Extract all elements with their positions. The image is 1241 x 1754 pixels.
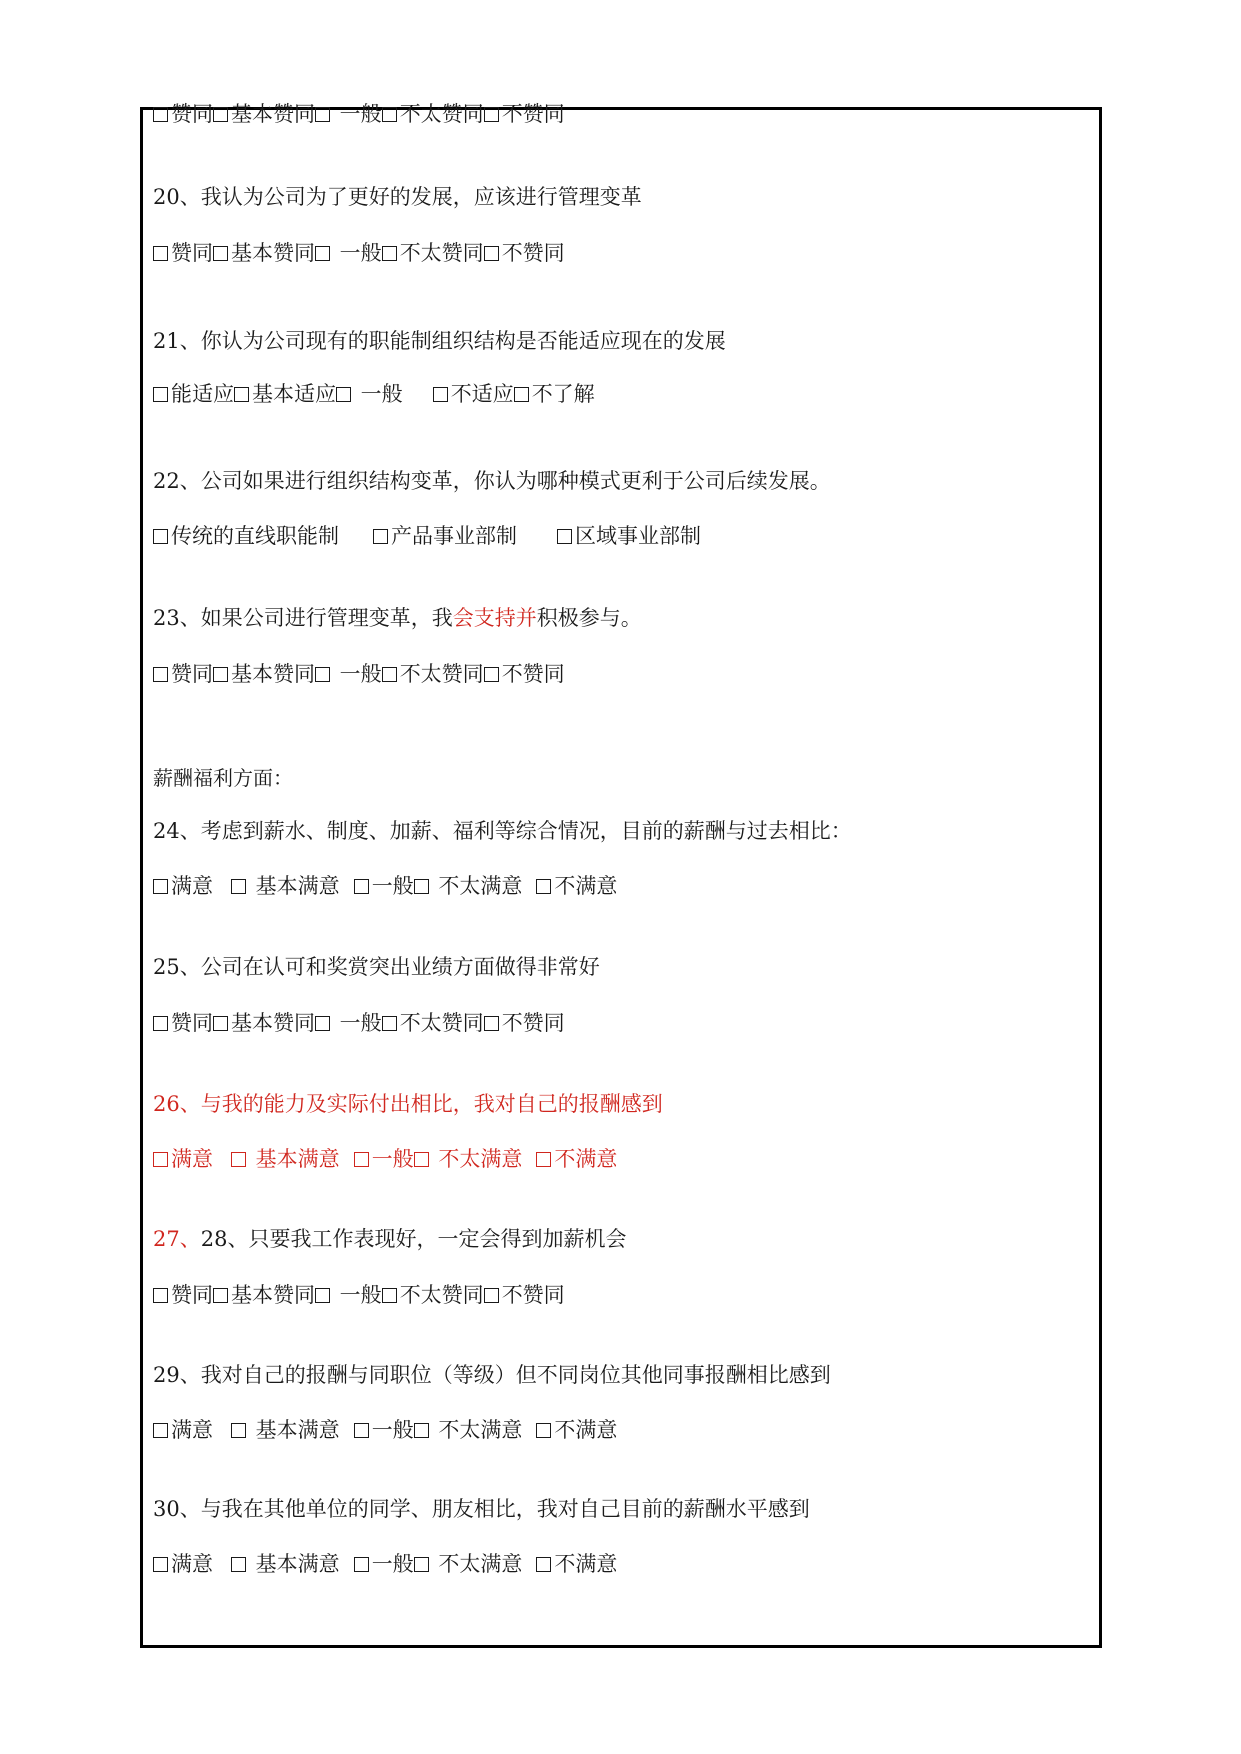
text-segment: 22、公司如果进行组织结构变革，你认为哪种模式更利于公司后续发展。	[153, 469, 831, 493]
answer-options	[153, 381, 595, 407]
option-label: 不赞同	[501, 1283, 565, 1307]
answer-option[interactable]	[484, 1010, 565, 1036]
answer-option[interactable]	[414, 1417, 523, 1443]
option-label: 基本赞同	[231, 662, 315, 686]
answer-option[interactable]	[373, 523, 517, 549]
checkbox-icon[interactable]	[231, 1557, 246, 1572]
text-segment: 20、我认为公司为了更好的发展，应该进行管理变革	[153, 185, 642, 209]
option-label: 不太赞同	[399, 102, 484, 126]
answer-option[interactable]	[153, 101, 213, 127]
option-label: 一般	[333, 662, 382, 686]
answer-option[interactable]	[153, 1146, 213, 1172]
option-label: 一般	[371, 1147, 414, 1171]
option-label: 赞同	[171, 241, 213, 265]
option-label: 满意	[171, 1418, 213, 1442]
checkbox-icon[interactable]	[382, 246, 397, 261]
answer-options	[153, 101, 565, 127]
answer-option[interactable]	[514, 381, 595, 407]
option-label: 不满意	[554, 1418, 618, 1442]
answer-option[interactable]	[414, 873, 523, 899]
checkbox-icon[interactable]	[153, 1557, 168, 1572]
answer-option[interactable]	[336, 381, 403, 407]
option-label: 基本满意	[249, 1418, 340, 1442]
option-label: 满意	[171, 1147, 213, 1171]
option-label: 不赞同	[501, 102, 565, 126]
question-text	[153, 1362, 831, 1388]
checkbox-icon[interactable]	[315, 1288, 330, 1303]
checkbox-icon[interactable]	[153, 1288, 168, 1303]
answer-option[interactable]	[484, 661, 565, 687]
answer-options	[153, 661, 565, 687]
checkbox-icon[interactable]	[414, 879, 429, 894]
option-label: 一般	[333, 1011, 382, 1035]
option-label: 不满意	[554, 1552, 618, 1576]
checkbox-icon[interactable]	[514, 387, 529, 402]
answer-option[interactable]	[484, 101, 565, 127]
answer-option[interactable]	[315, 1010, 382, 1036]
checkbox-icon[interactable]	[231, 879, 246, 894]
option-label: 一般	[333, 241, 382, 265]
checkbox-icon[interactable]	[231, 1152, 246, 1167]
checkbox-icon[interactable]	[153, 1152, 168, 1167]
answer-options	[153, 1282, 565, 1308]
checkbox-icon[interactable]	[382, 1016, 397, 1031]
option-label: 不太满意	[431, 1147, 523, 1171]
question-text	[153, 328, 726, 354]
answer-options	[153, 1417, 617, 1443]
option-label: 不赞同	[501, 241, 565, 265]
checkbox-icon[interactable]	[153, 667, 168, 682]
checkbox-icon[interactable]	[414, 1557, 429, 1572]
answer-option[interactable]	[382, 661, 484, 687]
option-label: 能适应	[171, 382, 234, 406]
option-label: 基本赞同	[231, 241, 315, 265]
option-label: 不太赞同	[399, 662, 484, 686]
answer-option[interactable]	[382, 240, 484, 266]
answer-option[interactable]	[382, 1282, 484, 1308]
option-label: 基本赞同	[231, 1283, 315, 1307]
option-label: 不赞同	[501, 1011, 565, 1035]
answer-option[interactable]	[153, 523, 339, 549]
checkbox-icon[interactable]	[213, 667, 228, 682]
option-label: 基本满意	[249, 874, 340, 898]
checkbox-icon[interactable]	[354, 1557, 369, 1572]
option-label: 一般	[371, 874, 414, 898]
option-label: 不太满意	[431, 874, 523, 898]
answer-option[interactable]	[213, 101, 315, 127]
option-label: 赞同	[171, 662, 213, 686]
answer-option[interactable]	[213, 1282, 315, 1308]
checkbox-icon[interactable]	[234, 387, 249, 402]
text-segment: 23、如果公司进行管理变革，我	[153, 606, 453, 630]
answer-option[interactable]	[354, 873, 414, 899]
text-segment: 积极参与。	[536, 606, 642, 630]
answer-option[interactable]	[382, 101, 484, 127]
checkbox-icon[interactable]	[315, 246, 330, 261]
option-label: 一般	[371, 1552, 414, 1576]
answer-option[interactable]	[153, 240, 213, 266]
question-text	[153, 954, 600, 980]
answer-option[interactable]	[315, 661, 382, 687]
answer-option[interactable]	[484, 1282, 565, 1308]
answer-option[interactable]	[536, 1417, 617, 1443]
checkbox-icon[interactable]	[354, 879, 369, 894]
answer-option[interactable]	[153, 1282, 213, 1308]
option-label: 一般	[333, 102, 382, 126]
checkbox-icon[interactable]	[382, 107, 397, 122]
checkbox-icon[interactable]	[414, 1152, 429, 1167]
question-text	[153, 1091, 663, 1117]
question-text	[153, 1226, 626, 1252]
answer-option[interactable]	[153, 1417, 213, 1443]
answer-option[interactable]	[536, 1551, 617, 1577]
checkbox-icon[interactable]	[484, 246, 499, 261]
checkbox-icon[interactable]	[484, 1288, 499, 1303]
option-label: 不满意	[554, 874, 618, 898]
answer-option[interactable]	[382, 1010, 484, 1036]
checkbox-icon[interactable]	[382, 667, 397, 682]
answer-option[interactable]	[536, 1146, 617, 1172]
checkbox-icon[interactable]	[536, 1423, 551, 1438]
answer-option[interactable]	[153, 873, 213, 899]
answer-option[interactable]	[315, 240, 382, 266]
option-label: 满意	[171, 1552, 213, 1576]
answer-option[interactable]	[536, 873, 617, 899]
text-segment: 29、我对自己的报酬与同职位（等级）但不同岗位其他同事报酬相比感到	[153, 1363, 831, 1387]
question-text	[153, 818, 852, 844]
answer-option[interactable]	[213, 240, 315, 266]
answer-option[interactable]	[414, 1146, 523, 1172]
answer-option[interactable]	[234, 381, 336, 407]
checkbox-icon[interactable]	[536, 1152, 551, 1167]
answer-option[interactable]	[315, 1282, 382, 1308]
question-text	[153, 184, 642, 210]
question-text	[153, 605, 642, 631]
option-label: 不赞同	[501, 662, 565, 686]
checkbox-icon[interactable]	[153, 107, 168, 122]
answer-option[interactable]	[231, 1417, 340, 1443]
option-label: 不适应	[450, 382, 514, 406]
text-segment: 26、与我的能力及实际付出相比，我对自己的报酬感到	[153, 1092, 663, 1116]
answer-option[interactable]	[153, 381, 234, 407]
option-label: 赞同	[171, 1283, 213, 1307]
option-label: 不太满意	[431, 1552, 523, 1576]
option-label: 满意	[171, 874, 213, 898]
checkbox-icon[interactable]	[153, 879, 168, 894]
checkbox-icon[interactable]	[484, 667, 499, 682]
answer-option[interactable]	[484, 240, 565, 266]
answer-options	[153, 1010, 565, 1036]
checkbox-icon[interactable]	[484, 1016, 499, 1031]
option-label: 不太满意	[431, 1418, 523, 1442]
option-label: 基本适应	[252, 382, 336, 406]
answer-options	[153, 523, 701, 549]
answer-option[interactable]	[557, 523, 701, 549]
option-label: 一般	[354, 382, 403, 406]
answer-option[interactable]	[315, 101, 382, 127]
checkbox-icon[interactable]	[153, 1423, 168, 1438]
text-segment: 27、	[153, 1227, 201, 1251]
answer-option[interactable]	[153, 1010, 213, 1036]
text-segment: 会支持并	[452, 606, 537, 630]
text-segment: 薪酬福利方面：	[153, 766, 293, 790]
answer-options	[153, 1146, 617, 1172]
answer-option[interactable]	[231, 1146, 340, 1172]
answer-option[interactable]	[414, 1551, 523, 1577]
option-label: 基本满意	[249, 1552, 340, 1576]
checkbox-icon[interactable]	[315, 1016, 330, 1031]
option-label: 区域事业部制	[575, 524, 701, 548]
option-label: 基本赞同	[231, 102, 315, 126]
checkbox-icon[interactable]	[484, 107, 499, 122]
checkbox-icon[interactable]	[315, 107, 330, 122]
option-label: 基本满意	[249, 1147, 340, 1171]
checkbox-icon[interactable]	[373, 529, 388, 544]
checkbox-icon[interactable]	[315, 667, 330, 682]
answer-option[interactable]	[213, 1010, 315, 1036]
answer-options	[153, 240, 565, 266]
option-label: 一般	[333, 1283, 382, 1307]
option-label: 不太赞同	[399, 1283, 484, 1307]
checkbox-icon[interactable]	[231, 1423, 246, 1438]
checkbox-icon[interactable]	[557, 529, 572, 544]
checkbox-icon[interactable]	[153, 529, 168, 544]
checkbox-icon[interactable]	[336, 387, 351, 402]
text-segment: 28、只要我工作表现好，一定会得到加薪机会	[200, 1227, 627, 1251]
checkbox-icon[interactable]	[213, 1016, 228, 1031]
checkbox-icon[interactable]	[536, 879, 551, 894]
answer-option[interactable]	[354, 1551, 414, 1577]
answer-option[interactable]	[231, 873, 340, 899]
option-label: 赞同	[171, 102, 213, 126]
option-label: 不太赞同	[399, 241, 484, 265]
answer-option[interactable]	[433, 381, 514, 407]
option-label: 不满意	[554, 1147, 618, 1171]
answer-option[interactable]	[354, 1417, 414, 1443]
checkbox-icon[interactable]	[433, 387, 448, 402]
option-label: 不太赞同	[399, 1011, 484, 1035]
answer-option[interactable]	[231, 1551, 340, 1577]
text-segment: 24、考虑到薪水、制度、加薪、福利等综合情况，目前的薪酬与过去相比：	[153, 819, 852, 843]
option-label: 赞同	[171, 1011, 213, 1035]
question-text	[153, 468, 831, 494]
answer-option[interactable]	[354, 1146, 414, 1172]
answer-option[interactable]	[153, 661, 213, 687]
checkbox-icon[interactable]	[354, 1152, 369, 1167]
checkbox-icon[interactable]	[153, 246, 168, 261]
text-segment: 21、你认为公司现有的职能制组织结构是否能适应现在的发展	[153, 329, 726, 353]
checkbox-icon[interactable]	[382, 1288, 397, 1303]
option-label: 产品事业部制	[391, 524, 517, 548]
section-heading	[153, 765, 293, 791]
checkbox-icon[interactable]	[354, 1423, 369, 1438]
answer-option[interactable]	[153, 1551, 213, 1577]
answer-options	[153, 1551, 617, 1577]
checkbox-icon[interactable]	[213, 1288, 228, 1303]
checkbox-icon[interactable]	[536, 1557, 551, 1572]
text-segment: 30、与我在其他单位的同学、朋友相比，我对自己目前的薪酬水平感到	[153, 1497, 810, 1521]
checkbox-icon[interactable]	[213, 246, 228, 261]
checkbox-icon[interactable]	[153, 1016, 168, 1031]
question-text	[153, 1496, 810, 1522]
text-segment: 25、公司在认可和奖赏突出业绩方面做得非常好	[153, 955, 600, 979]
option-label: 基本赞同	[231, 1011, 315, 1035]
option-label: 传统的直线职能制	[171, 524, 339, 548]
checkbox-icon[interactable]	[213, 107, 228, 122]
answer-options	[153, 873, 617, 899]
option-label: 一般	[371, 1418, 414, 1442]
option-label: 不了解	[531, 382, 595, 406]
checkbox-icon[interactable]	[414, 1423, 429, 1438]
answer-option[interactable]	[213, 661, 315, 687]
checkbox-icon[interactable]	[153, 387, 168, 402]
